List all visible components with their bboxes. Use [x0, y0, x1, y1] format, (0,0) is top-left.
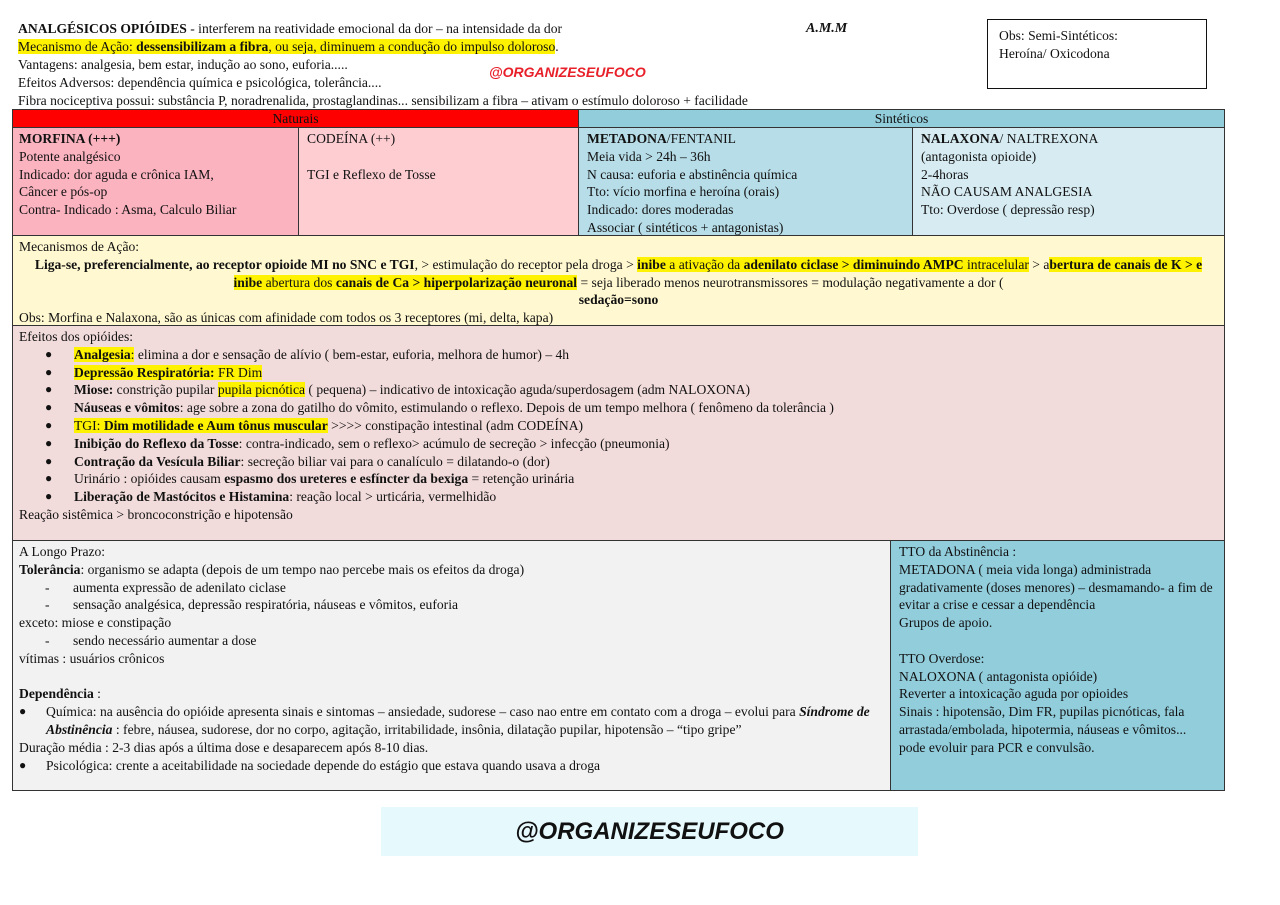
mechanism-section [12, 235, 1225, 326]
dependence-heading: Dependência : [19, 686, 101, 702]
brand-watermark: @ORGANIZESEUFOCO [489, 64, 646, 80]
codeina-title: CODEÍNA (++) [307, 131, 396, 146]
obs-line-1: Obs: Semi-Sintéticos: [999, 28, 1118, 43]
mechanism-heading: Mecanismos de Ação: [19, 239, 140, 254]
footer-brand: @ORGANIZESEUFOCO [381, 807, 918, 856]
author-initials: A.M.M [806, 21, 848, 36]
mechanism-end: . [555, 39, 559, 54]
duration-line: Duração média : 2-3 dias após a última dose e desaparecem após 8-10 dias. [19, 739, 429, 755]
morfina-line: Potente analgésico [19, 148, 121, 164]
metadona-line: N causa: euforia e abstinência química [587, 166, 798, 182]
title-bold: ANALGÉSICOS OPIÓIDES [18, 21, 187, 36]
nalaxona-line: (antagonista opioide) [921, 148, 1037, 164]
effect-item-respiratory: ● Depressão Respiratória: FR Dim [19, 364, 1218, 382]
effects-section [12, 325, 1225, 541]
mechanism-label: Mecanismo de Ação: dessensibilizam a fibra, ou seja, diminuem a condução do impulso doloroso [18, 39, 556, 54]
effect-item-tgi: ● TGI: Dim motilidade e Aum tônus muscular >>>> constipação intestinal (adm CODEÍNA) [19, 417, 1218, 435]
dependence-chemical: ● Química: na ausência do opióide apresenta sinais e sintomas – ansiedade, sudorese – caso nao entre em contato com a droga – evolui para Síndrome de Abstinência : febre, náusea, sudorese, dor no corpo, agitação, irritabilidade, insônia, dilatação pupilar, hipotensão – “tipo gripe” [19, 703, 884, 739]
support-groups: Grupos de apoio. [899, 615, 993, 631]
morfina-cell [12, 127, 299, 236]
abstinence-heading: TTO da Abstinência : [899, 544, 1017, 559]
morfina-line: Câncer e pós-op [19, 184, 108, 200]
effect-item-mastocytes: ● Liberação de Mastócitos e Histamina: reação local > urticária, vermelhidão [19, 488, 1218, 506]
naturais-header: Naturais [12, 109, 579, 128]
metadona-cell [578, 127, 913, 236]
tolerance-item: - sensação analgésica, depressão respiratória, náuseas e vômitos, euforia [19, 596, 884, 614]
metadona-line: Associar ( sintéticos + antagonistas) [587, 219, 784, 235]
adverse-line: Efeitos Adversos: dependência química e psicológica, tolerância.... [18, 75, 382, 90]
effect-item-gallbladder: ● Contração da Vesícula Biliar: secreção biliar vai para o canalículo = dilatando-o (dor) [19, 453, 1218, 471]
obs-box [987, 19, 1207, 89]
nalaxona-title: NALAXONA/ NALTREXONA [921, 131, 1099, 146]
effects-heading: Efeitos dos opióides: [19, 329, 134, 344]
nalaxona-line: Tto: Overdose ( depressão resp) [921, 202, 1095, 218]
title-rest: - interferem na reatividade emocional da dor – na intensidade da dor [186, 21, 563, 36]
overdose-line: NALOXONA ( antagonista opióide) [899, 668, 1098, 684]
effect-item-miose: ● Miose: constrição pupilar pupila picnótica ( pequena) – indicativo de intoxicação aguda/superdosagem (adm NALOXONA) [19, 381, 1218, 399]
advantages-line: Vantagens: analgesia, bem estar, indução ao sono, euforia..... [18, 57, 348, 72]
morfina-line: Contra- Indicado : Asma, Calculo Biliar [19, 202, 237, 218]
morfina-title: MORFINA (+++) [19, 131, 121, 146]
effects-systemic: Reação sistêmica > broncoconstrição e hipotensão [19, 506, 293, 522]
page-title [18, 20, 562, 38]
dependence-psychological: ● Psicológica: crente a aceitabilidade na sociedade depende do estágio que estava quando usava a droga [19, 757, 884, 775]
metadona-line: Indicado: dores moderadas [587, 202, 734, 218]
sinteticos-header: Sintéticos [578, 109, 1225, 128]
codeina-cell [298, 127, 579, 236]
vitimas-line: vítimas : usuários crônicos [19, 650, 165, 666]
tolerance-line: Tolerância: organismo se adapta (depois de um tempo nao percebe mais os efeitos da droga) [19, 561, 525, 577]
overdose-signs: Sinais : hipotensão, Dim FR, pupilas picnóticas, fala arrastada/embolada, hipotermia, náuseas e vômitos... pode evoluir para PCR e convulsão. [899, 704, 1187, 755]
mechanism-paragraph: Liga-se, preferencialmente, ao receptor opioide MI no SNC e TGI, > estimulação do receptor pela droga > inibe a ativação da adenilato ciclase > diminuindo AMPC intracelular > abertura de canais de K > e inibe abertura dos canais de Ca > hiperpolarização neuronal = seja liberado menos neurotransmissores = modulação negativamente a dor ( sedação=sono [34, 256, 1203, 308]
effect-item-cough: ● Inibição do Reflexo da Tosse: contra-indicado, sem o reflexo> acúmulo de secreção > infecção (pneumonia) [19, 435, 1218, 453]
metadona-line: Tto: vício morfina e heroína (orais) [587, 184, 780, 200]
nalaxona-cell [912, 127, 1225, 236]
mechanism-obs: Obs: Morfina e Nalaxona, são as únicas com afinidade com todos os 3 receptores (mi, delta, kapa) [19, 310, 554, 326]
codeina-line: TGI e Reflexo de Tosse [307, 166, 436, 182]
obs-line-2: Heroína/ Oxicodona [999, 45, 1110, 61]
metadona-line: Meia vida > 24h – 36h [587, 148, 711, 164]
effect-item-urinary: ● Urinário : opióides causam espasmo dos ureteres e esfíncter da bexiga = retenção urinária [19, 470, 1218, 488]
longterm-section [12, 540, 891, 791]
abstinence-text: METADONA ( meia vida longa) administrada gradativamente (doses menores) – desmamando- a fim de evitar a crise e cessar a dependência [899, 561, 1213, 613]
effect-item-nausea: ● Náuseas e vômitos: age sobre a zona do gatilho do vômito, estimulando o reflexo. Depois de um tempo melhora ( fenômeno da tolerância ) [19, 399, 1218, 417]
longterm-heading: A Longo Prazo: [19, 544, 106, 559]
nalaxona-line: NÃO CAUSAM ANALGESIA [921, 184, 1093, 200]
mechanism-line [18, 38, 559, 56]
morfina-line: Indicado: dor aguda e crônica IAM, [19, 166, 214, 182]
exceto-line: exceto: miose e constipação [19, 615, 172, 631]
effect-item-analgesia: ● Analgesia: elimina a dor e sensação de alívio ( bem-estar, euforia, melhora de humor) – 4h [19, 346, 1218, 364]
treatment-section [890, 540, 1225, 791]
tolerance-item: - aumenta expressão de adenilato ciclase [19, 579, 884, 597]
nalaxona-line: 2-4horas [921, 166, 969, 182]
metadona-title: METADONA/FENTANIL [587, 131, 736, 146]
overdose-heading: TTO Overdose: [899, 650, 985, 666]
fiber-line: Fibra nociceptiva possui: substância P, noradrenalida, prostaglandinas... sensibilizam a fibra – ativam o estímulo doloroso + facilidade [18, 93, 748, 108]
overdose-line: Reverter a intoxicação aguda por opioides [899, 686, 1129, 702]
exceto-item: - sendo necessário aumentar a dose [19, 632, 884, 650]
